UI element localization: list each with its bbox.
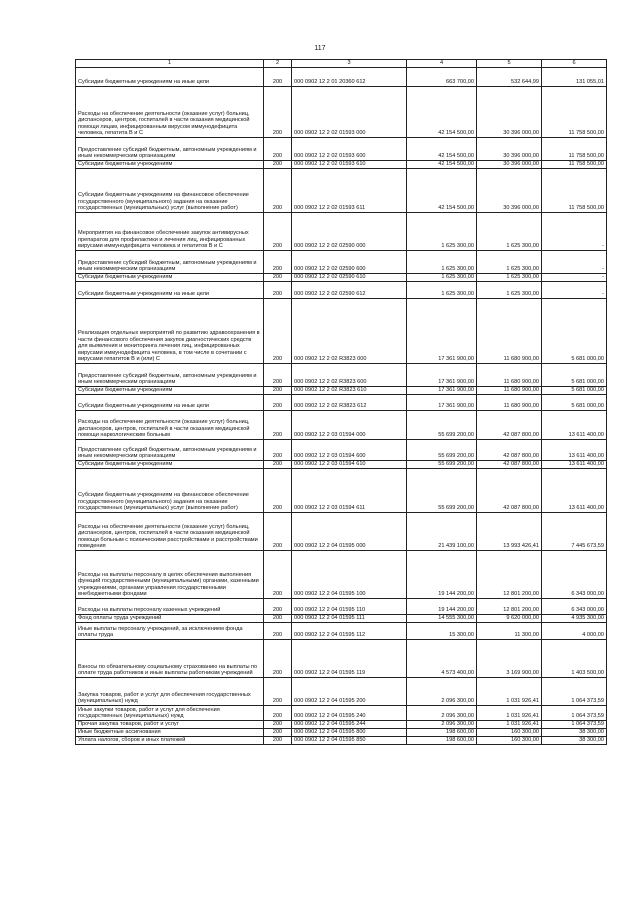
row-name: Расходы на выплаты персоналу в целях обеспечения выполнения функций государственными (муниципальными) органами, казенными учреждениями, органами управления государственными внебюджетными фондами (76, 551, 264, 599)
row-approved-amount: 55 699 200,00 (407, 469, 477, 513)
row-unexecuted-amount: 5 681 000,00 (542, 299, 607, 364)
row-approved-amount: 198 600,00 (407, 737, 477, 745)
row-line-code: 200 (264, 615, 292, 623)
row-classification-code: 000 0902 12 2 02 R3823 612 (292, 395, 407, 411)
row-name: Расходы на обеспечение деятельности (оказание услуг) больниц, диспансеров, центров, госпиталей в части оказания медицинской помощи больным с психическими расстройствами и расстройствами поведения (76, 513, 264, 551)
row-line-code: 200 (264, 138, 292, 161)
column-header: 5 (477, 60, 542, 68)
row-name: Мероприятия на финансовое обеспечение закупок антивирусных препаратов для профилактики и лечения лиц, инфицированных вирусами иммунодефицита человека и гепатитов В и С (76, 213, 264, 251)
row-approved-amount: 4 573 400,00 (407, 640, 477, 678)
table-row (76, 411, 607, 440)
table-row (76, 364, 607, 387)
row-approved-amount: 42 154 500,00 (407, 138, 477, 161)
row-unexecuted-amount: 5 681 000,00 (542, 387, 607, 395)
row-classification-code: 000 0902 12 2 04 01595 112 (292, 623, 407, 640)
row-classification-code: 000 0902 12 2 02 R3823 000 (292, 299, 407, 364)
row-line-code: 200 (264, 411, 292, 440)
row-classification-code: 000 0902 12 2 02 02590 600 (292, 251, 407, 274)
row-approved-amount: 663 700,00 (407, 68, 477, 87)
row-name: Расходы на выплаты персоналу казенных учреждений (76, 599, 264, 615)
column-header: 1 (76, 60, 264, 68)
table-row (76, 721, 607, 729)
row-line-code: 200 (264, 282, 292, 299)
row-executed-amount: 11 680 900,00 (477, 395, 542, 411)
row-classification-code: 000 0902 12 2 04 01595 100 (292, 551, 407, 599)
row-classification-code: 000 0902 12 2 04 01595 240 (292, 706, 407, 721)
row-name: Субсидии бюджетным учреждениям (76, 387, 264, 395)
row-unexecuted-amount: 11 758 500,00 (542, 161, 607, 169)
row-unexecuted-amount: 1 064 373,59 (542, 706, 607, 721)
row-line-code: 200 (264, 395, 292, 411)
row-classification-code: 000 0902 12 2 04 01595 200 (292, 678, 407, 706)
row-line-code: 200 (264, 640, 292, 678)
row-executed-amount: 11 680 900,00 (477, 364, 542, 387)
table-row (76, 737, 607, 745)
column-header: 3 (292, 60, 407, 68)
row-executed-amount: 1 625 300,00 (477, 282, 542, 299)
row-classification-code: 000 0902 12 2 04 01595 000 (292, 513, 407, 551)
row-unexecuted-amount: 38 300,00 (542, 737, 607, 745)
row-unexecuted-amount: 13 611 400,00 (542, 461, 607, 469)
row-executed-amount: 12 801 200,00 (477, 599, 542, 615)
row-executed-amount: 30 396 000,00 (477, 161, 542, 169)
row-executed-amount: 160 300,00 (477, 729, 542, 737)
row-approved-amount: 42 154 500,00 (407, 161, 477, 169)
row-classification-code: 000 0902 12 2 03 01594 610 (292, 461, 407, 469)
row-unexecuted-amount: - (542, 213, 607, 251)
row-name: Предоставление субсидий бюджетным, автономным учреждениям и иным некоммерческим организациям (76, 138, 264, 161)
row-line-code: 200 (264, 737, 292, 745)
row-classification-code: 000 0902 12 2 02 01593 610 (292, 161, 407, 169)
row-line-code: 200 (264, 706, 292, 721)
row-unexecuted-amount: - (542, 251, 607, 274)
row-name: Расходы на обеспечение деятельности (оказание услуг) больниц, диспансеров, центров, госпиталей в части оказания медицинской помощи наркологическим больным (76, 411, 264, 440)
row-approved-amount: 19 144 200,00 (407, 599, 477, 615)
row-unexecuted-amount: 4 000,00 (542, 623, 607, 640)
table-row (76, 599, 607, 615)
row-name: Прочая закупка товаров, работ и услуг (76, 721, 264, 729)
row-approved-amount: 198 600,00 (407, 729, 477, 737)
row-approved-amount: 15 300,00 (407, 623, 477, 640)
row-unexecuted-amount: 5 681 000,00 (542, 395, 607, 411)
row-line-code: 200 (264, 161, 292, 169)
row-approved-amount: 14 555 300,00 (407, 615, 477, 623)
table-row (76, 729, 607, 737)
table-row (76, 513, 607, 551)
row-executed-amount: 42 087 800,00 (477, 469, 542, 513)
row-line-code: 200 (264, 469, 292, 513)
row-unexecuted-amount: 11 758 500,00 (542, 169, 607, 213)
row-classification-code: 000 0902 12 2 02 01593 600 (292, 138, 407, 161)
row-classification-code: 000 0902 12 2 04 01595 110 (292, 599, 407, 615)
row-approved-amount: 1 625 300,00 (407, 213, 477, 251)
row-unexecuted-amount: - (542, 274, 607, 282)
row-classification-code: 000 0902 12 2 03 01594 600 (292, 440, 407, 461)
row-classification-code: 000 0902 12 2 02 02590 612 (292, 282, 407, 299)
table-row (76, 706, 607, 721)
row-approved-amount: 17 361 900,00 (407, 395, 477, 411)
row-line-code: 200 (264, 68, 292, 87)
table-row (76, 440, 607, 461)
column-header: 2 (264, 60, 292, 68)
table-row (76, 161, 607, 169)
row-executed-amount: 532 644,99 (477, 68, 542, 87)
table-row (76, 623, 607, 640)
column-header: 4 (407, 60, 477, 68)
row-unexecuted-amount: 1 064 373,59 (542, 678, 607, 706)
row-executed-amount: 42 087 800,00 (477, 461, 542, 469)
page-number: 117 (314, 45, 326, 52)
row-approved-amount: 21 439 100,00 (407, 513, 477, 551)
row-line-code: 200 (264, 623, 292, 640)
row-executed-amount: 1 031 926,41 (477, 678, 542, 706)
table-row (76, 461, 607, 469)
row-name: Предоставление субсидий бюджетным, автономным учреждениям и иным некоммерческим организациям (76, 364, 264, 387)
table-row (76, 299, 607, 364)
row-approved-amount: 19 144 200,00 (407, 551, 477, 599)
table-row (76, 615, 607, 623)
row-classification-code: 000 0902 12 2 03 01594 000 (292, 411, 407, 440)
row-approved-amount: 17 361 900,00 (407, 364, 477, 387)
row-line-code: 200 (264, 729, 292, 737)
row-name: Иные закупки товаров, работ и услуг для обеспечения государственных (муниципальных) нужд (76, 706, 264, 721)
row-unexecuted-amount: - (542, 282, 607, 299)
row-executed-amount: 3 169 900,00 (477, 640, 542, 678)
row-line-code: 200 (264, 461, 292, 469)
row-line-code: 200 (264, 87, 292, 138)
table-row (76, 274, 607, 282)
row-name: Субсидии бюджетным учреждениям на иные цели (76, 68, 264, 87)
row-classification-code: 000 0902 12 2 03 01594 611 (292, 469, 407, 513)
table-row (76, 387, 607, 395)
table-row (76, 640, 607, 678)
row-unexecuted-amount: 13 611 400,00 (542, 411, 607, 440)
row-line-code: 200 (264, 299, 292, 364)
row-name: Предоставление субсидий бюджетным, автономным учреждениям и иным некоммерческим организациям (76, 440, 264, 461)
row-classification-code: 000 0902 12 2 02 02590 610 (292, 274, 407, 282)
row-executed-amount: 1 031 926,41 (477, 721, 542, 729)
row-unexecuted-amount: 38 300,00 (542, 729, 607, 737)
row-name: Уплата налогов, сборов и иных платежей (76, 737, 264, 745)
row-line-code: 200 (264, 513, 292, 551)
row-line-code: 200 (264, 213, 292, 251)
table-header-row (76, 60, 607, 68)
row-executed-amount: 13 993 426,41 (477, 513, 542, 551)
table-row (76, 678, 607, 706)
row-classification-code: 000 0902 12 2 04 01595 800 (292, 729, 407, 737)
column-header: 6 (542, 60, 607, 68)
row-line-code: 200 (264, 364, 292, 387)
row-executed-amount: 11 680 900,00 (477, 387, 542, 395)
row-unexecuted-amount: 1 064 373,59 (542, 721, 607, 729)
budget-table (75, 59, 607, 745)
table-row (76, 282, 607, 299)
row-executed-amount: 1 625 300,00 (477, 274, 542, 282)
row-approved-amount: 42 154 500,00 (407, 87, 477, 138)
row-executed-amount: 11 300,00 (477, 623, 542, 640)
row-line-code: 200 (264, 387, 292, 395)
table-row (76, 251, 607, 274)
row-executed-amount: 160 300,00 (477, 737, 542, 745)
row-approved-amount: 1 625 300,00 (407, 251, 477, 274)
row-unexecuted-amount: 131 055,01 (542, 68, 607, 87)
row-approved-amount: 2 096 300,00 (407, 678, 477, 706)
row-name: Иные бюджетные ассигнования (76, 729, 264, 737)
row-name: Расходы на обеспечение деятельности (оказание услуг) больниц, диспансеров, центров, госпиталей в части оказания медицинской помощи лицам, инфицированным вирусом иммунодефицита человека, гепатита В и С (76, 87, 264, 138)
row-unexecuted-amount: 5 681 000,00 (542, 364, 607, 387)
row-name: Закупка товаров, работ и услуг для обеспечения государственных (муниципальных) нужд (76, 678, 264, 706)
row-name: Субсидии бюджетным учреждениям (76, 274, 264, 282)
row-classification-code: 000 0902 12 2 01 20360 612 (292, 68, 407, 87)
table-row (76, 68, 607, 87)
row-classification-code: 000 0902 12 2 02 01593 611 (292, 169, 407, 213)
row-name: Субсидии бюджетным учреждениям на финансовое обеспечение государственного (муниципального) задания на оказание государственных (муниципальных) услуг (выполнение работ) (76, 169, 264, 213)
row-unexecuted-amount: 11 758 500,00 (542, 87, 607, 138)
row-line-code: 200 (264, 721, 292, 729)
row-approved-amount: 55 699 200,00 (407, 411, 477, 440)
row-executed-amount: 42 087 800,00 (477, 440, 542, 461)
row-name: Предоставление субсидий бюджетным, автономным учреждениям и иным некоммерческим организациям (76, 251, 264, 274)
row-name: Реализация отдельных мероприятий по развитию здравоохранения в части финансового обеспечения закупок диагностических средств для выявления и мониторинга лечения лиц, инфицированных вирусами иммунодефицита человека, в том числе в сочетании с вирусами гепатитов В и (или) С (76, 299, 264, 364)
row-executed-amount: 1 625 300,00 (477, 251, 542, 274)
row-name: Субсидии бюджетным учреждениям на иные цели (76, 395, 264, 411)
row-name: Иные выплаты персоналу учреждений, за исключением фонда оплаты труда (76, 623, 264, 640)
row-classification-code: 000 0902 12 2 04 01595 111 (292, 615, 407, 623)
row-classification-code: 000 0902 12 2 02 01593 000 (292, 87, 407, 138)
row-executed-amount: 11 680 900,00 (477, 299, 542, 364)
row-approved-amount: 42 154 500,00 (407, 169, 477, 213)
table-row (76, 87, 607, 138)
row-name: Фонд оплаты труда учреждений (76, 615, 264, 623)
table-row (76, 213, 607, 251)
row-approved-amount: 55 699 200,00 (407, 461, 477, 469)
row-name: Субсидии бюджетным учреждениям (76, 161, 264, 169)
row-executed-amount: 30 396 000,00 (477, 169, 542, 213)
row-name: Субсидии бюджетным учреждениям (76, 461, 264, 469)
row-approved-amount: 1 625 300,00 (407, 282, 477, 299)
row-line-code: 200 (264, 169, 292, 213)
row-unexecuted-amount: 4 935 300,00 (542, 615, 607, 623)
row-executed-amount: 1 031 926,41 (477, 706, 542, 721)
row-executed-amount: 30 396 000,00 (477, 138, 542, 161)
row-classification-code: 000 0902 12 2 04 01595 119 (292, 640, 407, 678)
row-line-code: 200 (264, 678, 292, 706)
table-row (76, 551, 607, 599)
row-line-code: 200 (264, 599, 292, 615)
row-unexecuted-amount: 1 403 500,00 (542, 640, 607, 678)
row-approved-amount: 55 699 200,00 (407, 440, 477, 461)
row-unexecuted-amount: 13 611 400,00 (542, 469, 607, 513)
row-name: Взносы по обязательному социальному страхованию на выплаты по оплате труда работников и иные выплаты работникам учреждений (76, 640, 264, 678)
row-name: Субсидии бюджетным учреждениям на иные цели (76, 282, 264, 299)
row-approved-amount: 2 096 300,00 (407, 706, 477, 721)
table-row (76, 169, 607, 213)
row-executed-amount: 12 801 200,00 (477, 551, 542, 599)
row-line-code: 200 (264, 440, 292, 461)
row-unexecuted-amount: 6 343 000,00 (542, 599, 607, 615)
row-classification-code: 000 0902 12 2 02 R3823 610 (292, 387, 407, 395)
row-approved-amount: 17 361 900,00 (407, 299, 477, 364)
table-row (76, 395, 607, 411)
row-unexecuted-amount: 6 343 000,00 (542, 551, 607, 599)
table-row (76, 138, 607, 161)
row-classification-code: 000 0902 12 2 04 01595 850 (292, 737, 407, 745)
row-classification-code: 000 0902 12 2 02 R3823 600 (292, 364, 407, 387)
row-executed-amount: 30 396 000,00 (477, 87, 542, 138)
row-line-code: 200 (264, 251, 292, 274)
row-executed-amount: 1 625 300,00 (477, 213, 542, 251)
row-classification-code: 000 0902 12 2 02 02590 000 (292, 213, 407, 251)
row-name: Субсидии бюджетным учреждениям на финансовое обеспечение государственного (муниципального) задания на оказание государственных (муниципальных) услуг (выполнение работ) (76, 469, 264, 513)
row-line-code: 200 (264, 551, 292, 599)
row-approved-amount: 2 096 300,00 (407, 721, 477, 729)
row-executed-amount: 9 620 000,00 (477, 615, 542, 623)
row-line-code: 200 (264, 274, 292, 282)
row-unexecuted-amount: 7 445 673,59 (542, 513, 607, 551)
row-approved-amount: 17 361 900,00 (407, 387, 477, 395)
row-unexecuted-amount: 13 611 400,00 (542, 440, 607, 461)
row-unexecuted-amount: 11 758 500,00 (542, 138, 607, 161)
row-approved-amount: 1 625 300,00 (407, 274, 477, 282)
row-classification-code: 000 0902 12 2 04 01595 244 (292, 721, 407, 729)
row-executed-amount: 42 087 800,00 (477, 411, 542, 440)
table-row (76, 469, 607, 513)
